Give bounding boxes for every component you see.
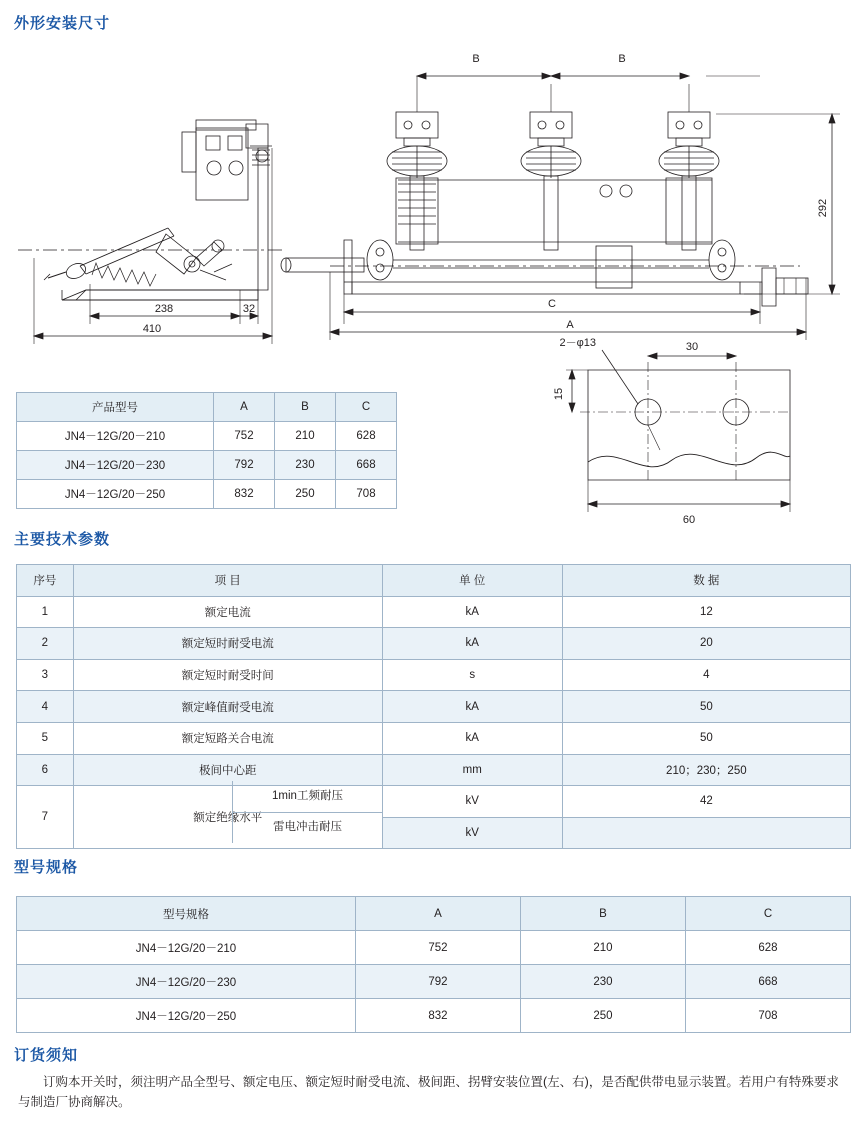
hole-label-2phi13: 2－φ13 <box>559 337 596 349</box>
tech-cell-value: 20 <box>562 628 850 660</box>
dim-label-C: C <box>548 298 556 310</box>
table-row <box>17 754 851 786</box>
table-row <box>17 451 397 480</box>
model-cell-b: 230 <box>520 965 685 999</box>
dim-label-A: A <box>566 319 574 331</box>
tech-cell-unit: kV <box>382 817 562 849</box>
dim-cell-b: 250 <box>275 480 336 509</box>
tech-cell-unit: kA <box>382 596 562 628</box>
table-row <box>17 596 851 628</box>
tech-th-value: 数 据 <box>562 565 850 597</box>
table-row <box>17 628 851 660</box>
section-title-model: 型号规格 <box>14 859 79 876</box>
table-header-row <box>17 565 851 597</box>
table-row <box>17 691 851 723</box>
dim-th-b: B <box>275 393 336 422</box>
model-spec-table <box>16 896 851 1033</box>
tech-th-no: 序号 <box>17 565 74 597</box>
dimension-table <box>16 392 397 509</box>
table-row <box>17 965 851 999</box>
section-title-outline: 外形安装尺寸 <box>14 15 111 32</box>
model-cell-a: 832 <box>355 999 520 1033</box>
tech-cell-item: 额定短时耐受电流 <box>73 628 382 660</box>
table-row <box>17 722 851 754</box>
outline-drawing <box>0 28 867 335</box>
dim-label-410: 410 <box>142 323 162 335</box>
dim-label-238: 238 <box>154 303 174 315</box>
tech-cell-no: 1 <box>17 596 74 628</box>
dim-cell-model: JN4－12G/20－230 <box>17 451 214 480</box>
dim-label-B1: B <box>472 53 480 65</box>
order-notice <box>18 1072 848 1112</box>
hole-label-30: 30 <box>685 341 699 353</box>
technical-parameters-table <box>16 564 851 849</box>
table-row <box>17 931 851 965</box>
model-th-a: A <box>355 897 520 931</box>
hole-label-15: 15 <box>553 387 565 401</box>
model-cell-spec: JN4－12G/20－230 <box>17 965 356 999</box>
tech-cell-item: 极间中心距 <box>73 754 382 786</box>
dim-label-B2: B <box>618 53 626 65</box>
tech-cell-no: 7 <box>17 786 74 849</box>
dim-label-32: 32 <box>242 303 256 315</box>
hole-detail-drawing <box>540 330 860 540</box>
model-cell-a: 792 <box>355 965 520 999</box>
dim-cell-c: 708 <box>336 480 397 509</box>
model-th-b: B <box>520 897 685 931</box>
table-row <box>17 786 851 818</box>
tech-cell-no: 5 <box>17 722 74 754</box>
tech-cell-item: 额定峰值耐受电流 <box>73 691 382 723</box>
tech-th-unit: 单 位 <box>382 565 562 597</box>
dim-th-model: 产品型号 <box>17 393 214 422</box>
tech-cell-unit: s <box>382 659 562 691</box>
dim-cell-b: 210 <box>275 422 336 451</box>
model-th-c: C <box>685 897 850 931</box>
table-header-row <box>17 897 851 931</box>
model-th-spec: 型号规格 <box>17 897 356 931</box>
dim-th-a: A <box>214 393 275 422</box>
tech-cell-unit: kA <box>382 628 562 660</box>
tech-cell-unit: mm <box>382 754 562 786</box>
tech-cell-value: 42 <box>562 786 850 818</box>
model-cell-b: 250 <box>520 999 685 1033</box>
insulation-sub-label-power-frequency: 1min工频耐压 <box>233 781 382 813</box>
section-title-tech: 主要技术参数 <box>14 531 111 548</box>
tech-cell-value: 50 <box>562 691 850 723</box>
tech-cell-item: 额定电流 <box>73 596 382 628</box>
dim-cell-c: 628 <box>336 422 397 451</box>
dim-cell-a: 792 <box>214 451 275 480</box>
table-row <box>17 659 851 691</box>
tech-th-item: 项 目 <box>73 565 382 597</box>
tech-cell-value: 210；230；250 <box>562 754 850 786</box>
tech-cell-item: 额定短时耐受时间 <box>73 659 382 691</box>
tech-cell-value <box>562 817 850 849</box>
order-notice-text: 订购本开关时，须注明产品全型号、额定电压、额定短时耐受电流、极间距、拐臂安装位置(左、右)，是否配供带电显示装置。若用户有特殊要求与制造厂协商解决。 <box>18 1075 839 1109</box>
dim-cell-model: JN4－12G/20－250 <box>17 480 214 509</box>
model-cell-b: 210 <box>520 931 685 965</box>
tech-cell-no: 6 <box>17 754 74 786</box>
model-cell-a: 752 <box>355 931 520 965</box>
dim-cell-b: 230 <box>275 451 336 480</box>
hole-label-60: 60 <box>682 514 696 526</box>
table-row <box>17 422 397 451</box>
insulation-sub-label-lightning: 雷电冲击耐压 <box>273 821 342 833</box>
section-title-order: 订货须知 <box>14 1047 79 1064</box>
table-row <box>17 480 397 509</box>
dim-cell-model: JN4－12G/20－210 <box>17 422 214 451</box>
model-cell-c: 708 <box>685 999 850 1033</box>
tech-cell-no: 3 <box>17 659 74 691</box>
dim-cell-c: 668 <box>336 451 397 480</box>
table-row <box>17 999 851 1033</box>
tech-cell-unit: kV <box>382 786 562 818</box>
model-cell-spec: JN4－12G/20－210 <box>17 931 356 965</box>
tech-cell-unit: kA <box>382 691 562 723</box>
model-cell-c: 628 <box>685 931 850 965</box>
tech-cell-value: 12 <box>562 596 850 628</box>
dim-th-c: C <box>336 393 397 422</box>
tech-cell-no: 2 <box>17 628 74 660</box>
table-header-row <box>17 393 397 422</box>
tech-cell-item: 额定绝缘水平 <box>73 786 382 849</box>
tech-cell-value: 4 <box>562 659 850 691</box>
tech-cell-value: 50 <box>562 722 850 754</box>
tech-cell-item: 额定短路关合电流 <box>73 722 382 754</box>
dim-label-292: 292 <box>817 198 829 218</box>
tech-cell-no: 4 <box>17 691 74 723</box>
model-cell-spec: JN4－12G/20－250 <box>17 999 356 1033</box>
model-cell-c: 668 <box>685 965 850 999</box>
tech-cell-unit: kA <box>382 722 562 754</box>
dim-cell-a: 832 <box>214 480 275 509</box>
dim-cell-a: 752 <box>214 422 275 451</box>
